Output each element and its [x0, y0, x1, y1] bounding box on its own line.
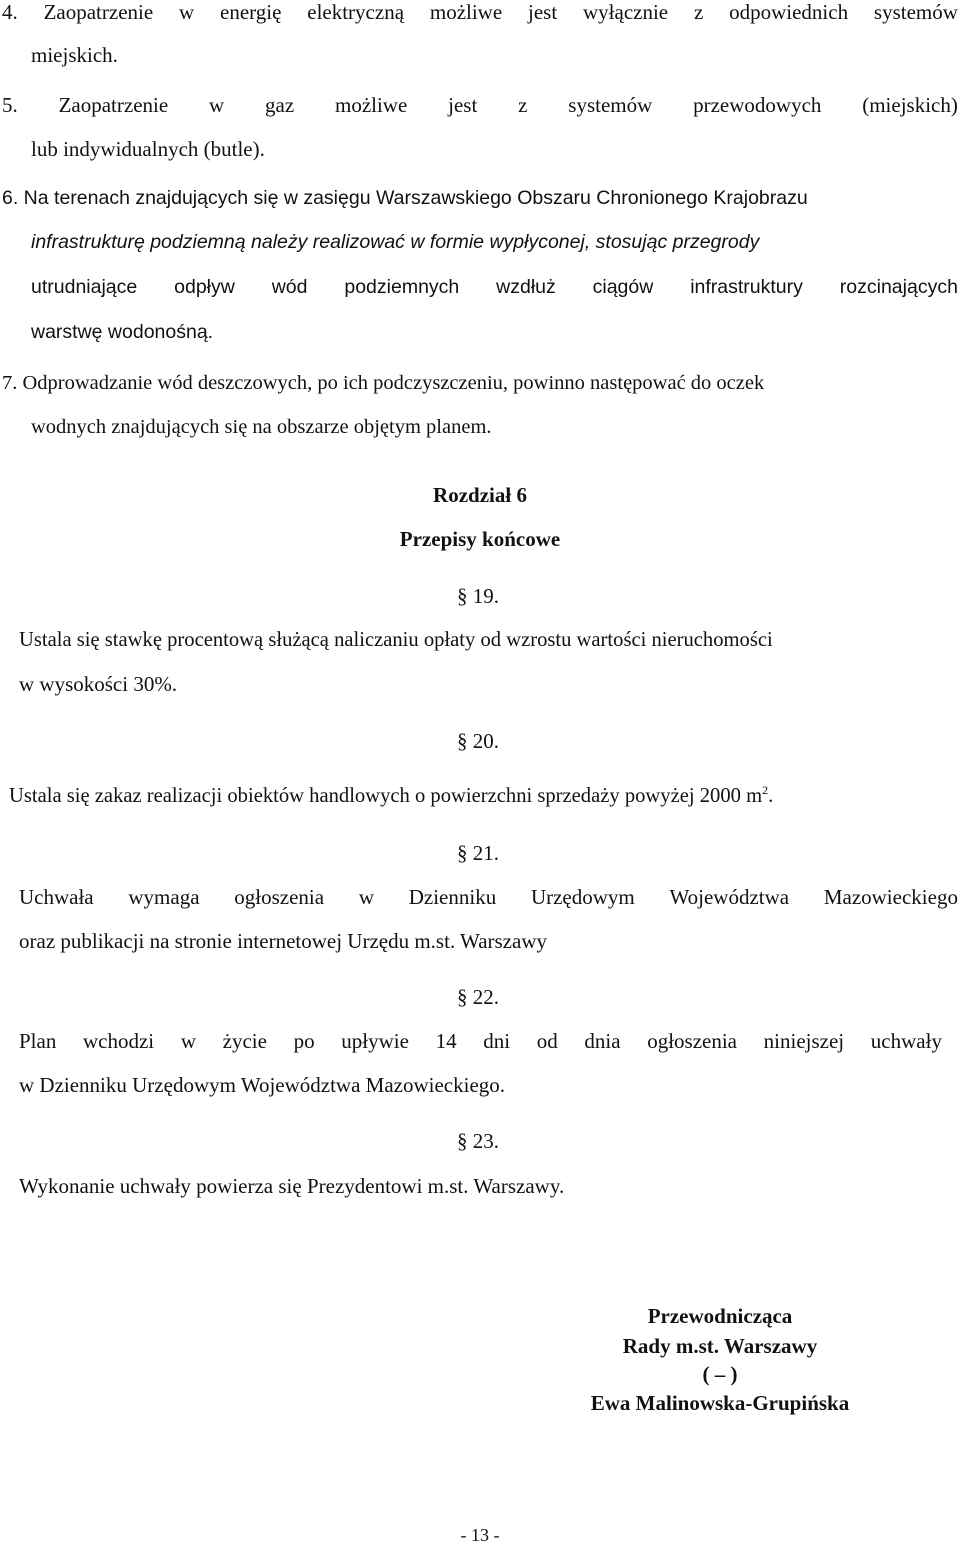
section-23-mark: § 23.	[457, 1129, 499, 1153]
section-19-line-1: Ustala się stawkę procentową służącą naliczaniu opłaty od wzrostu wartości nieruchomości	[19, 629, 773, 651]
item-5-line-1	[2, 95, 958, 116]
word: ciągów	[592, 276, 654, 298]
word: utrudniające	[31, 276, 138, 298]
section-21-line-2: oraz publikacji na stronie internetowej Urzędu m.st. Warszawy	[19, 929, 547, 953]
word: (miejskich)	[862, 93, 958, 117]
word: jest	[448, 93, 478, 117]
item-6-line-1: 6. Na terenach znajdujących się w zasięgu Warszawskiego Obszaru Chronionego Krajobrazu	[2, 187, 808, 209]
section-22-line-2: w Dzienniku Urzędowym Województwa Mazowieckiego.	[19, 1073, 506, 1097]
square-superscript: 2	[762, 783, 769, 798]
section-19-line-2: w wysokości 30%.	[19, 672, 178, 696]
word: w	[358, 885, 374, 909]
word: systemów	[568, 93, 653, 117]
word: Plan	[19, 1029, 57, 1053]
word: odpowiednich	[729, 0, 849, 24]
section-20-mark: § 20.	[457, 729, 499, 753]
word: rozcinających	[839, 276, 958, 298]
word: dni	[483, 1029, 511, 1053]
word: w	[180, 1029, 196, 1053]
section-19-mark: § 19.	[457, 584, 499, 608]
word: Zaopatrzenie	[43, 0, 154, 24]
word: przewodowych	[693, 93, 822, 117]
word: Województwa	[669, 885, 790, 909]
word: wód	[271, 276, 308, 298]
section-22-mark: § 22.	[457, 985, 499, 1009]
item-4-line-2: miejskich.	[31, 43, 118, 67]
word: po	[293, 1029, 315, 1053]
signature-name: Ewa Malinowska-Grupińska	[590, 1391, 850, 1415]
word: Dzienniku	[408, 885, 497, 909]
word: możliwe	[334, 93, 408, 117]
section-23-text: Wykonanie uchwały powierza się Prezydentowi m.st. Warszawy.	[19, 1174, 565, 1198]
word: z	[693, 0, 704, 24]
word: gaz	[265, 93, 295, 117]
word: elektryczną	[307, 0, 405, 24]
word: Uchwała	[19, 885, 94, 909]
section-20-text-end: .	[768, 785, 774, 807]
word: energię	[220, 0, 282, 24]
word: infrastruktury	[690, 276, 803, 298]
item-4-line-1	[2, 2, 958, 23]
chapter-number: Rozdział 6	[433, 483, 527, 507]
word: systemów	[873, 0, 958, 24]
word: odpływ	[174, 276, 235, 298]
item-5-line-2: lub indywidualnych (butle).	[31, 137, 265, 161]
word: 14	[435, 1029, 457, 1053]
word: 4.	[2, 0, 18, 24]
word: uchwały	[870, 1029, 942, 1053]
word: z	[518, 93, 528, 117]
word: 5.	[2, 93, 18, 117]
section-21-mark: § 21.	[457, 841, 499, 865]
chapter-title: Przepisy końcowe	[399, 527, 561, 551]
item-6-line-3	[31, 278, 958, 298]
word: podziemnych	[344, 276, 460, 298]
item-6-line-4: warstwę wodonośną.	[31, 321, 214, 343]
word: wymaga	[128, 885, 200, 909]
word: Zaopatrzenie	[58, 93, 169, 117]
word: wyłącznie	[583, 0, 669, 24]
page-number: - 13 -	[460, 1525, 500, 1545]
word: wchodzi	[83, 1029, 155, 1053]
word: Mazowieckiego	[823, 885, 958, 909]
word: jest	[528, 0, 558, 24]
word: możliwe	[429, 0, 503, 24]
word: od	[536, 1029, 558, 1053]
section-21-line-1	[19, 887, 958, 908]
word: ogłoszenia	[647, 1029, 737, 1053]
section-20-text	[9, 783, 774, 807]
section-20-text-main: Ustala się zakaz realizacji obiektów handlowych o powierzchni sprzedaży powyżej 2000 m	[9, 785, 763, 807]
word: w	[209, 93, 225, 117]
word: upływie	[341, 1029, 409, 1053]
word: życie	[222, 1029, 267, 1053]
word: dnia	[584, 1029, 621, 1053]
word: ogłoszenia	[234, 885, 325, 909]
item-6-line-2: infrastrukturę podziemną należy realizować w formie wypłyconej, stosując przegrody	[31, 231, 760, 253]
word: w	[179, 0, 195, 24]
word: Urzędowym	[530, 885, 635, 909]
signature-mark: ( – )	[702, 1362, 738, 1386]
word: niniejszej	[763, 1029, 845, 1053]
item-7-line-1: 7. Odprowadzanie wód deszczowych, po ich podczyszczeniu, powinno następować do oczek	[2, 372, 765, 394]
word: wzdłuż	[496, 276, 556, 298]
section-22-line-1	[19, 1031, 942, 1052]
item-7-line-2: wodnych znajdujących się na obszarze objętym planem.	[31, 416, 492, 438]
signature-organization: Rady m.st. Warszawy	[622, 1334, 818, 1358]
signature-title: Przewodnicząca	[647, 1304, 793, 1328]
